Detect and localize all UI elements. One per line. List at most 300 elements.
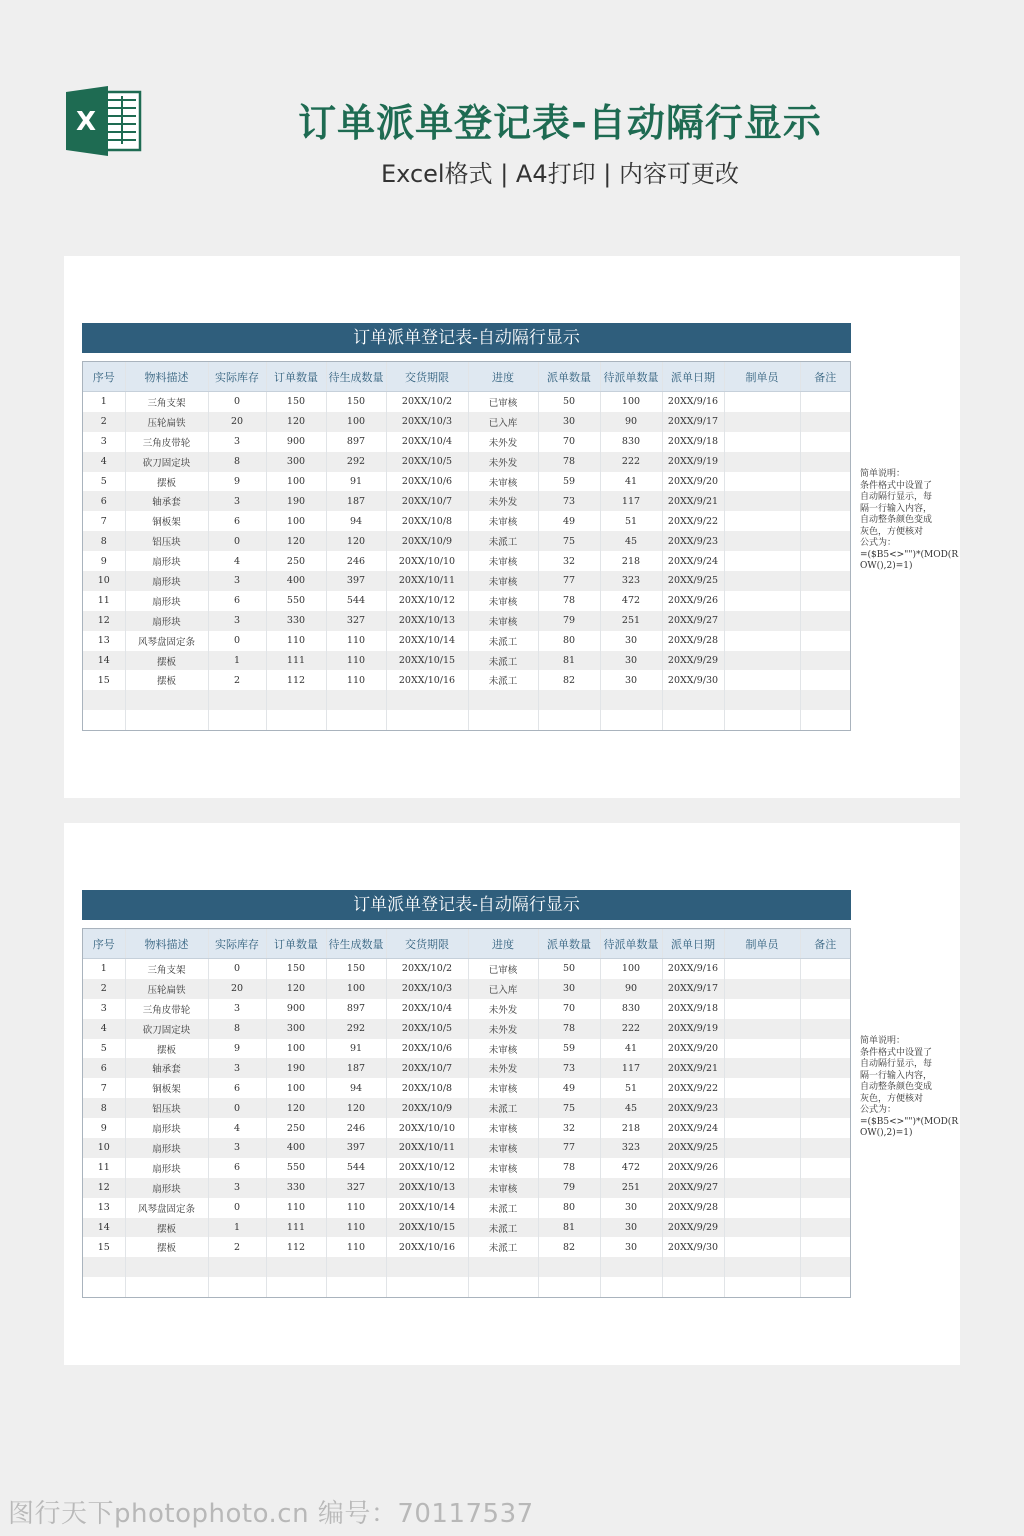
table-cell xyxy=(600,1277,662,1297)
table-row xyxy=(83,571,850,591)
table-cell: 9 xyxy=(208,1039,266,1059)
column-header: 订单数量 xyxy=(266,362,326,392)
table-cell: 2 xyxy=(208,1237,266,1257)
column-header: 订单数量 xyxy=(266,929,326,959)
table-cell: 30 xyxy=(600,670,662,690)
table-cell: 20XX/9/25 xyxy=(662,571,724,591)
table-cell: 300 xyxy=(266,452,326,472)
table-cell: 压轮扁铁 xyxy=(125,412,208,432)
table-cell: 5 xyxy=(83,1039,125,1059)
table-cell: 246 xyxy=(326,551,386,571)
data-grid xyxy=(82,361,851,731)
table-cell: 6 xyxy=(208,1158,266,1178)
table-cell: 扇形块 xyxy=(125,1138,208,1158)
table-cell: 3 xyxy=(208,1058,266,1078)
table-cell: 20XX/10/14 xyxy=(386,1198,468,1218)
table-row xyxy=(83,1019,850,1039)
table-cell: 三角支架 xyxy=(125,392,208,412)
table-cell: 20XX/10/3 xyxy=(386,412,468,432)
table-cell: 81 xyxy=(538,651,600,671)
table-cell: 110 xyxy=(326,1237,386,1257)
table-cell: 已审核 xyxy=(468,959,538,979)
table-cell: 20 xyxy=(208,979,266,999)
table-cell: 41 xyxy=(600,1039,662,1059)
table-cell: 铜板架 xyxy=(125,1078,208,1098)
column-header: 序号 xyxy=(83,362,125,392)
table-cell: 20XX/10/13 xyxy=(386,611,468,631)
table-cell: 20XX/10/11 xyxy=(386,571,468,591)
table-cell: 30 xyxy=(600,1237,662,1257)
table-cell xyxy=(800,710,850,730)
table-cell: 80 xyxy=(538,631,600,651)
sheet-banner: 订单派单登记表-自动隔行显示 xyxy=(82,323,851,353)
table-cell: 3 xyxy=(208,491,266,511)
table-body xyxy=(83,959,850,1298)
table-cell: 100 xyxy=(266,1039,326,1059)
table-cell: 73 xyxy=(538,1058,600,1078)
table-cell: 100 xyxy=(600,392,662,412)
data-grid xyxy=(82,928,851,1298)
table-cell: 59 xyxy=(538,472,600,492)
table-row xyxy=(83,670,850,690)
table-cell xyxy=(724,1058,800,1078)
column-header: 待生成数量 xyxy=(326,362,386,392)
table-cell: 100 xyxy=(266,1078,326,1098)
table-cell: 32 xyxy=(538,551,600,571)
table-cell xyxy=(800,432,850,452)
table-cell xyxy=(800,631,850,651)
table-row xyxy=(83,1138,850,1158)
table-cell: 已入库 xyxy=(468,979,538,999)
table-cell xyxy=(83,1257,125,1277)
table-cell: 0 xyxy=(208,392,266,412)
table-cell: 20XX/9/24 xyxy=(662,1118,724,1138)
table-cell xyxy=(724,1039,800,1059)
table-cell: 400 xyxy=(266,571,326,591)
table-cell: 30 xyxy=(538,979,600,999)
table-cell xyxy=(468,1257,538,1277)
table-cell: 20XX/10/12 xyxy=(386,591,468,611)
table-cell xyxy=(600,1257,662,1277)
table-cell: 2 xyxy=(83,979,125,999)
column-header: 待派单数量 xyxy=(600,362,662,392)
table-cell: 100 xyxy=(326,412,386,432)
table-cell: 10 xyxy=(83,571,125,591)
column-header: 交货期限 xyxy=(386,929,468,959)
table-cell: 20XX/9/22 xyxy=(662,511,724,531)
table-cell xyxy=(724,392,800,412)
table-row xyxy=(83,1078,850,1098)
table-cell: 6 xyxy=(208,511,266,531)
table-cell: 20XX/10/10 xyxy=(386,1118,468,1138)
table-cell xyxy=(724,1257,800,1277)
table-row xyxy=(83,432,850,452)
table-cell: 32 xyxy=(538,1118,600,1138)
table-cell: 未外发 xyxy=(468,452,538,472)
table-cell: 20 xyxy=(208,412,266,432)
table-cell: 20XX/10/8 xyxy=(386,511,468,531)
table-cell: 未外发 xyxy=(468,1058,538,1078)
table-cell: 5 xyxy=(83,472,125,492)
sheet-preview-panel xyxy=(64,256,960,798)
table-cell: 20XX/9/30 xyxy=(662,1237,724,1257)
table-cell: 未审核 xyxy=(468,611,538,631)
table-cell: 轴承套 xyxy=(125,491,208,511)
table-row xyxy=(83,651,850,671)
table-cell xyxy=(800,1277,850,1297)
table-cell: 6 xyxy=(83,491,125,511)
table-cell: 190 xyxy=(266,491,326,511)
table-cell: 20XX/9/19 xyxy=(662,452,724,472)
table-row xyxy=(83,472,850,492)
table-cell: 11 xyxy=(83,591,125,611)
table-cell: 未审核 xyxy=(468,1118,538,1138)
table-cell: 未审核 xyxy=(468,511,538,531)
table-cell: 20XX/9/21 xyxy=(662,1058,724,1078)
table-cell xyxy=(724,1078,800,1098)
table-cell xyxy=(125,690,208,710)
table-cell: 100 xyxy=(600,959,662,979)
column-header: 制单员 xyxy=(724,929,800,959)
table-row xyxy=(83,1098,850,1118)
note-line: =($B5<>"")*(MOD(R xyxy=(860,549,959,560)
table-cell: 120 xyxy=(326,1098,386,1118)
table-row xyxy=(83,690,850,710)
table-cell: 砍刀固定块 xyxy=(125,452,208,472)
table-cell: 400 xyxy=(266,1138,326,1158)
table-cell: 未派工 xyxy=(468,1098,538,1118)
table-cell: 830 xyxy=(600,999,662,1019)
table-cell xyxy=(208,1277,266,1297)
table-cell: 0 xyxy=(208,1198,266,1218)
table-row xyxy=(83,1058,850,1078)
table-cell xyxy=(266,710,326,730)
table-cell: 80 xyxy=(538,1198,600,1218)
table-cell: 未审核 xyxy=(468,472,538,492)
table-cell: 110 xyxy=(326,1218,386,1238)
table-cell: 30 xyxy=(600,1198,662,1218)
table-cell: 78 xyxy=(538,452,600,472)
table-cell xyxy=(800,412,850,432)
note-line: 公式为： xyxy=(860,538,897,548)
table-cell: 41 xyxy=(600,472,662,492)
table-row xyxy=(83,631,850,651)
table-row xyxy=(83,1158,850,1178)
table-cell: 330 xyxy=(266,1178,326,1198)
table-cell: 75 xyxy=(538,531,600,551)
table-cell: 251 xyxy=(600,611,662,631)
table-cell xyxy=(724,1118,800,1138)
table-cell: 81 xyxy=(538,1218,600,1238)
table-cell xyxy=(724,551,800,571)
table-cell xyxy=(326,1257,386,1277)
spreadsheet xyxy=(82,323,851,731)
table-cell: 73 xyxy=(538,491,600,511)
table-cell: 218 xyxy=(600,1118,662,1138)
table-cell xyxy=(724,1178,800,1198)
table-cell: 187 xyxy=(326,1058,386,1078)
table-cell: 扇形块 xyxy=(125,1158,208,1178)
table-cell: 9 xyxy=(208,472,266,492)
table-cell: 未审核 xyxy=(468,1039,538,1059)
table-cell: 900 xyxy=(266,999,326,1019)
table-cell xyxy=(800,1078,850,1098)
table-cell: 300 xyxy=(266,1019,326,1039)
table-cell: 14 xyxy=(83,1218,125,1238)
table-cell xyxy=(724,1237,800,1257)
table-cell: 20XX/9/20 xyxy=(662,1039,724,1059)
table-cell: 13 xyxy=(83,1198,125,1218)
table-cell: 78 xyxy=(538,1158,600,1178)
table-cell xyxy=(800,959,850,979)
table-cell: 20XX/9/28 xyxy=(662,631,724,651)
table-cell: 112 xyxy=(266,670,326,690)
table-cell: 20XX/10/15 xyxy=(386,1218,468,1238)
table-cell: 12 xyxy=(83,1178,125,1198)
table-row xyxy=(83,1118,850,1138)
table-cell xyxy=(266,1277,326,1297)
table-row xyxy=(83,392,850,412)
table-cell: 120 xyxy=(266,979,326,999)
table-cell: 3 xyxy=(208,1138,266,1158)
table-row xyxy=(83,1218,850,1238)
column-header: 物料描述 xyxy=(125,362,208,392)
column-header: 待派单数量 xyxy=(600,929,662,959)
column-header: 制单员 xyxy=(724,362,800,392)
table-cell: 20XX/10/12 xyxy=(386,1158,468,1178)
table-cell: 3 xyxy=(208,611,266,631)
table-cell xyxy=(600,710,662,730)
column-header: 派单日期 xyxy=(662,929,724,959)
table-cell xyxy=(724,531,800,551)
table-cell xyxy=(800,999,850,1019)
table-cell: 三角皮带轮 xyxy=(125,999,208,1019)
table-cell: 79 xyxy=(538,1178,600,1198)
table-cell: 15 xyxy=(83,1237,125,1257)
table-cell: 150 xyxy=(326,959,386,979)
table-cell xyxy=(386,710,468,730)
table-cell: 铜板架 xyxy=(125,511,208,531)
column-header: 物料描述 xyxy=(125,929,208,959)
table-cell xyxy=(724,1158,800,1178)
table-cell xyxy=(468,690,538,710)
table-cell xyxy=(386,1257,468,1277)
table-cell: 未外发 xyxy=(468,1019,538,1039)
table-cell: 4 xyxy=(83,452,125,472)
table-cell: 110 xyxy=(326,670,386,690)
note-line: 条件格式中设置了 xyxy=(860,480,933,491)
table-cell xyxy=(800,1237,850,1257)
table-row xyxy=(83,1039,850,1059)
table-cell: 20XX/9/29 xyxy=(662,651,724,671)
table-row xyxy=(83,412,850,432)
table-cell: 70 xyxy=(538,432,600,452)
table-cell: 20XX/10/14 xyxy=(386,631,468,651)
table-cell xyxy=(386,690,468,710)
table-cell: 20XX/10/4 xyxy=(386,999,468,1019)
table-cell xyxy=(724,472,800,492)
table-cell: 100 xyxy=(326,979,386,999)
table-cell xyxy=(208,690,266,710)
table-cell: 未审核 xyxy=(468,1178,538,1198)
table-cell: 45 xyxy=(600,1098,662,1118)
note-line: =($B5<>"")*(MOD(R xyxy=(860,1116,959,1127)
table-cell: 铝压块 xyxy=(125,1098,208,1118)
table-cell: 20XX/10/9 xyxy=(386,1098,468,1118)
note-line: 隔一行输入内容， xyxy=(860,503,933,514)
table-cell xyxy=(266,690,326,710)
table-cell: 4 xyxy=(208,1118,266,1138)
table-row xyxy=(83,491,850,511)
table-cell: 14 xyxy=(83,651,125,671)
table-cell xyxy=(724,591,800,611)
table-cell: 20XX/9/27 xyxy=(662,1178,724,1198)
table-cell: 轴承套 xyxy=(125,1058,208,1078)
table-cell: 20XX/9/17 xyxy=(662,412,724,432)
table-cell: 323 xyxy=(600,571,662,591)
table-cell: 292 xyxy=(326,452,386,472)
column-header: 进度 xyxy=(468,362,538,392)
table-cell: 未派工 xyxy=(468,1218,538,1238)
table-row xyxy=(83,452,850,472)
column-header: 派单日期 xyxy=(662,362,724,392)
table-cell: 222 xyxy=(600,452,662,472)
table-cell xyxy=(208,710,266,730)
table-cell: 3 xyxy=(208,571,266,591)
table-cell xyxy=(326,710,386,730)
table-cell: 20XX/10/13 xyxy=(386,1178,468,1198)
table-cell: 20XX/10/10 xyxy=(386,551,468,571)
table-cell: 50 xyxy=(538,392,600,412)
table-cell: 20XX/9/23 xyxy=(662,531,724,551)
table-cell xyxy=(662,1257,724,1277)
table-cell: 未外发 xyxy=(468,999,538,1019)
table-cell: 未外发 xyxy=(468,432,538,452)
table-cell xyxy=(724,511,800,531)
table-cell: 20XX/9/20 xyxy=(662,472,724,492)
table-cell: 30 xyxy=(600,1218,662,1238)
table-cell: 117 xyxy=(600,1058,662,1078)
table-cell: 11 xyxy=(83,1158,125,1178)
table-row xyxy=(83,1178,850,1198)
table-cell: 未派工 xyxy=(468,670,538,690)
table-cell: 75 xyxy=(538,1098,600,1118)
table-cell: 79 xyxy=(538,611,600,631)
table-cell xyxy=(800,670,850,690)
table-cell: 327 xyxy=(326,611,386,631)
table-cell xyxy=(800,1019,850,1039)
note-line: 隔一行输入内容， xyxy=(860,1070,933,1081)
table-cell xyxy=(800,611,850,631)
column-header: 备注 xyxy=(800,362,850,392)
table-cell: 8 xyxy=(208,452,266,472)
table-cell xyxy=(800,1178,850,1198)
table-cell: 12 xyxy=(83,611,125,631)
table-cell: 20XX/10/11 xyxy=(386,1138,468,1158)
table-cell: 45 xyxy=(600,531,662,551)
table-cell: 20XX/10/3 xyxy=(386,979,468,999)
table-cell: 6 xyxy=(208,591,266,611)
table-cell: 20XX/10/2 xyxy=(386,959,468,979)
table-cell: 51 xyxy=(600,1078,662,1098)
table-cell: 已入库 xyxy=(468,412,538,432)
table-cell xyxy=(724,690,800,710)
table-cell: 10 xyxy=(83,1138,125,1158)
table-cell xyxy=(724,491,800,511)
table-cell: 20XX/10/9 xyxy=(386,531,468,551)
note-text xyxy=(860,469,959,573)
table-cell: 20XX/9/16 xyxy=(662,959,724,979)
table-cell: 20XX/10/7 xyxy=(386,1058,468,1078)
table-cell: 扇形块 xyxy=(125,611,208,631)
table-cell: 110 xyxy=(326,631,386,651)
table-cell xyxy=(800,1058,850,1078)
table-cell: 0 xyxy=(208,531,266,551)
table-cell: 1 xyxy=(83,959,125,979)
table-cell: 20XX/10/2 xyxy=(386,392,468,412)
header-row xyxy=(83,362,850,392)
table-cell: 未审核 xyxy=(468,1078,538,1098)
table-cell xyxy=(724,1277,800,1297)
table-cell xyxy=(800,491,850,511)
table-row xyxy=(83,531,850,551)
table-cell: 扇形块 xyxy=(125,1118,208,1138)
table-cell: 摆板 xyxy=(125,472,208,492)
table-row xyxy=(83,999,850,1019)
table-cell xyxy=(538,1277,600,1297)
table-cell xyxy=(800,511,850,531)
table-cell: 摆板 xyxy=(125,1039,208,1059)
table-cell: 6 xyxy=(83,1058,125,1078)
table-cell: 20XX/9/30 xyxy=(662,670,724,690)
table-cell: 已审核 xyxy=(468,392,538,412)
table-cell xyxy=(386,1277,468,1297)
table-cell: 111 xyxy=(266,651,326,671)
note-line: 自动隔行显示，每 xyxy=(860,492,933,502)
table-cell: 20XX/10/16 xyxy=(386,670,468,690)
table-cell: 20XX/9/27 xyxy=(662,611,724,631)
table-cell: 3 xyxy=(83,432,125,452)
table-cell: 未派工 xyxy=(468,1198,538,1218)
table-cell: 0 xyxy=(208,1098,266,1118)
table-cell: 120 xyxy=(266,531,326,551)
table-cell: 100 xyxy=(266,511,326,531)
column-header: 交货期限 xyxy=(386,362,468,392)
table-cell: 327 xyxy=(326,1178,386,1198)
table-cell: 1 xyxy=(208,1218,266,1238)
column-header: 待生成数量 xyxy=(326,929,386,959)
table-cell: 897 xyxy=(326,999,386,1019)
table-cell xyxy=(468,1277,538,1297)
table-cell: 8 xyxy=(83,1098,125,1118)
table-cell: 397 xyxy=(326,1138,386,1158)
table-cell xyxy=(724,959,800,979)
table-cell: 20XX/10/5 xyxy=(386,452,468,472)
table-cell: 190 xyxy=(266,1058,326,1078)
table-cell xyxy=(724,611,800,631)
table-cell xyxy=(724,1218,800,1238)
table-cell: 风琴盘固定条 xyxy=(125,631,208,651)
table-cell xyxy=(800,1039,850,1059)
table-cell: 90 xyxy=(600,412,662,432)
column-header: 派单数量 xyxy=(538,362,600,392)
table-cell: 20XX/10/6 xyxy=(386,472,468,492)
table-cell: 未审核 xyxy=(468,551,538,571)
table-cell: 9 xyxy=(83,551,125,571)
table-cell: 111 xyxy=(266,1218,326,1238)
table-cell xyxy=(724,979,800,999)
table-cell xyxy=(724,412,800,432)
